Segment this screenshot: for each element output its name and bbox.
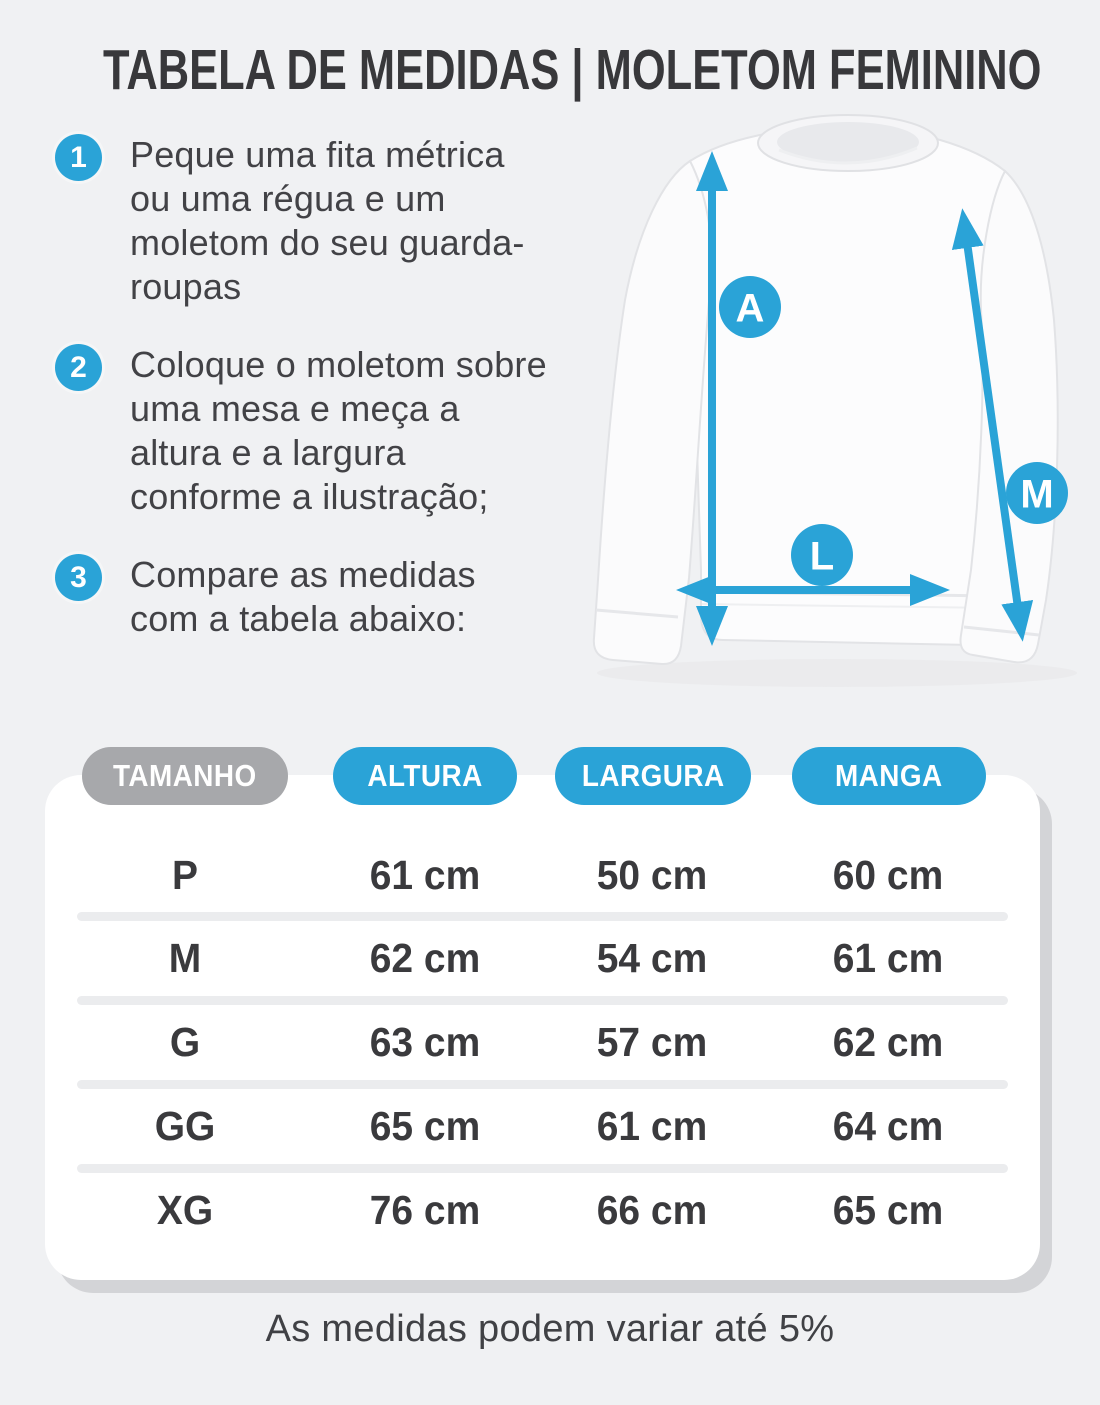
- table-row: [45, 1180, 1040, 1240]
- manga-cell: 64 cm: [832, 1103, 944, 1149]
- footer-note: As medidas podem variar até 5%: [265, 1308, 835, 1350]
- altura-cell: 63 cm: [369, 1019, 481, 1065]
- step-1-number: 1: [70, 140, 87, 174]
- width-label: L: [809, 534, 835, 579]
- largura-cell: 57 cm: [596, 1019, 708, 1065]
- manga-cell: 61 cm: [832, 935, 944, 981]
- page-title: [0, 40, 1100, 101]
- row-separator: [77, 1164, 1008, 1173]
- size-cell: GG: [154, 1103, 216, 1149]
- largura-cell: 54 cm: [596, 935, 708, 981]
- altura-cell: 65 cm: [369, 1103, 481, 1149]
- size-cell: G: [169, 1019, 201, 1065]
- row-separator: [77, 912, 1008, 921]
- manga-cell: 62 cm: [832, 1019, 944, 1065]
- step-2-text: Coloque o moletom sobre uma mesa e meça a altura e a largura conforme a ilustração;: [130, 344, 547, 517]
- sweatshirt-diagram: [565, 95, 1100, 710]
- column-pill-tamanho-label: TAMANHO: [113, 758, 257, 793]
- step-3-number-badge: [55, 554, 102, 601]
- step-2-number: 2: [70, 350, 87, 384]
- column-pill-manga-label: MANGA: [835, 758, 943, 793]
- table-row: [45, 845, 1040, 905]
- largura-cell: 66 cm: [596, 1187, 708, 1233]
- sleeve-label: M: [1020, 472, 1054, 517]
- row-separator: [77, 1080, 1008, 1089]
- size-table-card: [45, 775, 1040, 1280]
- step-item-2: [55, 343, 555, 519]
- size-cell: XG: [156, 1187, 214, 1233]
- largura-cell: 61 cm: [596, 1103, 708, 1149]
- largura-cell: 50 cm: [596, 852, 708, 898]
- page-title-text: TABELA DE MEDIDAS | MOLETOM FEMININO: [103, 39, 1042, 102]
- height-label-badge: [719, 276, 781, 338]
- size-cell: P: [172, 852, 198, 898]
- column-pill-manga: [792, 747, 986, 805]
- altura-cell: 76 cm: [369, 1187, 481, 1233]
- step-item-1: [55, 133, 555, 309]
- width-label-badge: [791, 524, 853, 586]
- step-2-number-badge: [55, 344, 102, 391]
- column-pill-altura-label: ALTURA: [367, 758, 483, 793]
- height-label: A: [735, 286, 765, 331]
- size-cell: M: [168, 935, 202, 981]
- column-pill-largura: [555, 747, 751, 805]
- manga-cell: 60 cm: [832, 852, 944, 898]
- manga-cell: 65 cm: [832, 1187, 944, 1233]
- step-1-text: Peque uma fita métrica ou uma régua e um moletom do seu guarda-roupas: [130, 134, 525, 307]
- step-3-text: Compare as medidas com a tabela abaixo:: [130, 554, 476, 639]
- column-pill-largura-label: LARGURA: [581, 758, 725, 793]
- sleeve-label-badge: [1006, 462, 1068, 524]
- table-row: [45, 1096, 1040, 1156]
- altura-cell: 62 cm: [369, 935, 481, 981]
- column-pill-tamanho: [82, 747, 288, 805]
- column-pill-altura: [333, 747, 517, 805]
- altura-cell: 61 cm: [369, 852, 481, 898]
- row-separator: [77, 996, 1008, 1005]
- step-3-number: 3: [70, 560, 87, 594]
- step-1-number-badge: [55, 134, 102, 181]
- step-item-3: [55, 553, 555, 641]
- table-row: [45, 928, 1040, 988]
- sweatshirt-illustration: [594, 115, 1077, 687]
- table-row: [45, 1012, 1040, 1072]
